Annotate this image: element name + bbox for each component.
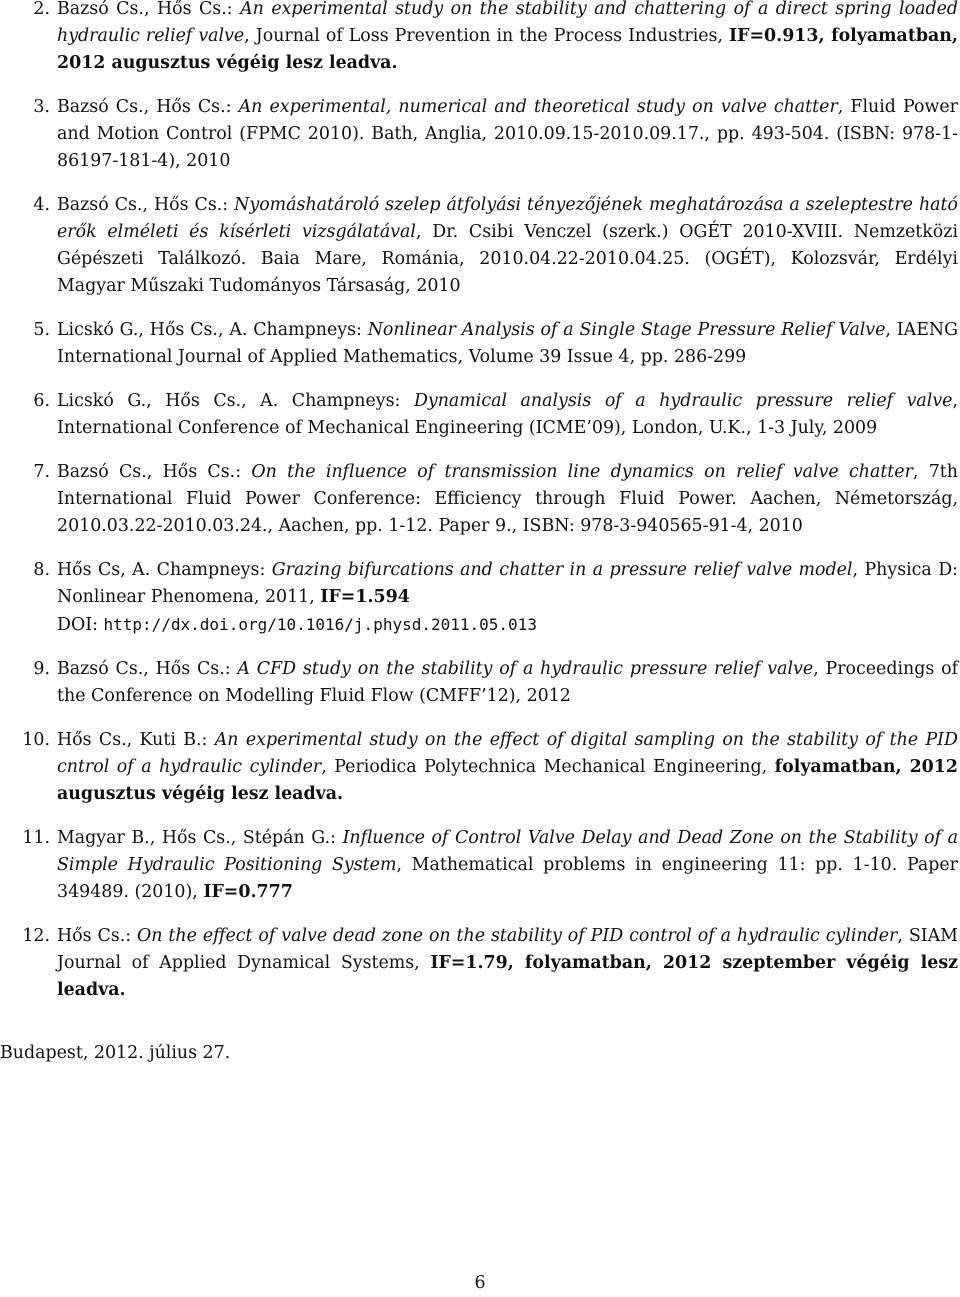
reference-item: 4. Bazsó Cs., Hős Cs.: Nyomáshatároló szelep átfolyási tényezőjének meghatározása a szeleptestre ható erők elméleti és kísérleti vizsgálatával, Dr. Csibi Venczel (szerk.) OGÉT 2010-XVIII. Nemzetközi Gépészeti Találkozó. Baia Mare, Románia, 2010.04.22-2010.04.25. (OGÉT), Kolozsvár, Erdélyi Magyar Műszaki Tudományos Társaság, 2010 <box>0 192 958 300</box>
reference-item: 7. Bazsó Cs., Hős Cs.: On the influence of transmission line dynamics on relief valve chatter, 7th International Fluid Power Conference: Efficiency through Fluid Power. Aachen, Németország, 2010.03.22-2010.03.24., Aachen, pp. 1-12. Paper 9., ISBN: 978-3-940565-91-4, 2010 <box>0 459 958 540</box>
reference-item: 8. Hős Cs, A. Champneys: Grazing bifurcations and chatter in a pressure relief valve model, Physica D: Nonlinear Phenomena, 2011, IF=1.594 DOI: http://dx.doi.org/10.1016/j.physd.2011.05.013 <box>0 557 958 639</box>
reference-number: 5. <box>33 320 50 340</box>
reference-number: 2. <box>33 0 50 19</box>
reference-authors: Magyar B., Hős Cs., Stépán G. <box>57 828 331 848</box>
doi-label: DOI: <box>57 615 104 635</box>
reference-venue: Dr. Csibi Venczel (szerk.) OGÉT 2010-XVIII. Nemzetközi Gépészeti Találkozó. Baia Mare, Románia, 2010.04.22-2010.04.25. (OGÉT), Kolozsvár, Erdélyi Magyar Műszaki Tudományos Társaság, 2010 <box>57 222 959 296</box>
reference-number: 4. <box>33 195 50 215</box>
reference-number: 12. <box>22 926 50 946</box>
reference-item: 5. Licskó G., Hős Cs., A. Champneys: Nonlinear Analysis of a Single Stage Pressure Relief Valve, IAENG International Journal of Applied Mathematics, Volume 39 Issue 4, pp. 286-299 <box>0 317 958 371</box>
reference-item: 10. Hős Cs., Kuti B.: An experimental study on the effect of digital sampling on the stability of the PID cntrol of a hydraulic cylinder, Periodica Polytechnica Mechanical Engineering, folyamatban, 2012 augusztus végéig lesz leadva. <box>0 727 958 808</box>
reference-venue: International Conference of Mechanical Engineering (ICME’09), London, U.K., 1-3 July, 2009 <box>57 418 878 438</box>
reference-item: 9. Bazsó Cs., Hős Cs.: A CFD study on the stability of a hydraulic pressure relief valve, Proceedings of the Conference on Modelling Fluid Flow (CMFF’12), 2012 <box>0 656 958 710</box>
reference-venue: Physica D: Nonlinear Phenomena, 2011, <box>57 560 959 607</box>
reference-title: A CFD study on the stability of a hydraulic pressure relief valve <box>237 659 814 679</box>
reference-authors: Licskó G., Hős Cs., A. Champneys <box>57 391 395 411</box>
reference-status: folyamatban, 2012 augusztus végéig lesz leadva. <box>57 757 958 804</box>
reference-status: IF=0.913, folyamatban, 2012 augusztus végéig lesz leadva. <box>57 26 958 73</box>
reference-title: An experimental study on the effect of digital sampling on the stability of the PID cntrol of a hydraulic cylinder <box>57 730 958 777</box>
reference-item: 6. Licskó G., Hős Cs., A. Champneys: Dynamical analysis of a hydraulic pressure relief valve, International Conference of Mechanical Engineering (ICME’09), London, U.K., 1-3 July, 2009 <box>0 388 958 442</box>
reference-venue: Fluid Power and Motion Control (FPMC 2010). Bath, Anglia, 2010.09.15-2010.09.17., pp. 493-504. (ISBN: 978-1-86197-181-4), 2010 <box>57 97 958 171</box>
reference-title: An experimental study on the stability and chattering of a direct spring loaded hydraulic relief valve <box>57 0 958 46</box>
reference-number: 10. <box>22 730 50 750</box>
reference-title: On the effect of valve dead zone on the stability of PID control of a hydraulic cylinder <box>137 926 898 946</box>
reference-venue: 7th International Fluid Power Conference: Efficiency through Fluid Power. Aachen, Németország, 2010.03.22-2010.03.24., Aachen, pp. 1-12. Paper 9., ISBN: 978-3-940565-91-4, 2010 <box>57 462 958 536</box>
reference-impact-factor: IF=1.594 <box>320 587 410 607</box>
reference-title: On the influence of transmission line dynamics on relief valve chatter <box>251 462 913 482</box>
reference-venue: IAENG International Journal of Applied Mathematics, Volume 39 Issue 4, pp. 286-299 <box>57 320 958 367</box>
reference-authors: Bazsó Cs., Hős Cs. <box>57 195 223 215</box>
reference-authors: Bazsó Cs., Hős Cs. <box>57 97 226 117</box>
reference-number: 9. <box>33 659 50 679</box>
reference-authors: Hős Cs. <box>57 926 126 946</box>
reference-title: Dynamical analysis of a hydraulic pressure relief valve <box>413 391 953 411</box>
page-number: 6 <box>474 1273 486 1293</box>
reference-venue: SIAM Journal of Applied Dynamical Systems, <box>57 926 958 973</box>
reference-title: Nonlinear Analysis of a Single Stage Pressure Relief Valve <box>367 320 886 340</box>
reference-title: Influence of Control Valve Delay and Dead Zone on the Stability of a Simple Hydraulic Positioning System <box>57 828 958 875</box>
reference-title: Nyomáshatároló szelep átfolyási tényezőjének meghatározása a szeleptestre ható erők elméleti és kísérleti vizsgálatával <box>57 195 958 242</box>
reference-authors: Bazsó Cs., Hős Cs. <box>57 659 225 679</box>
reference-item: 12. Hős Cs.: On the effect of valve dead zone on the stability of PID control of a hydraulic cylinder, SIAM Journal of Applied Dynamical Systems, IF=1.79, folyamatban, 2012 szeptember végéig lesz leadva. <box>0 923 958 1004</box>
reference-title: An experimental, numerical and theoretical study on valve chatter <box>238 97 838 117</box>
reference-item: 11. Magyar B., Hős Cs., Stépán G.: Influence of Control Valve Delay and Dead Zone on the Stability of a Simple Hydraulic Positioning System, Mathematical problems in engineering 11: pp. 1-10. Paper 349489. (2010), IF=0.777 <box>0 825 958 906</box>
reference-item: 3. Bazsó Cs., Hős Cs.: An experimental, numerical and theoretical study on valve chatter, Fluid Power and Motion Control (FPMC 2010). Bath, Anglia, 2010.09.15-2010.09.17., pp. 493-504. (ISBN: 978-1-86197-181-4), 2010 <box>0 94 958 175</box>
reference-title: Grazing bifurcations and chatter in a pressure relief valve model <box>271 560 853 580</box>
reference-number: 3. <box>33 97 50 117</box>
reference-authors: Bazsó Cs., Hős Cs. <box>57 462 236 482</box>
reference-number: 6. <box>33 391 50 411</box>
reference-item: 2. Bazsó Cs., Hős Cs.: An experimental study on the stability and chattering of a direct spring loaded hydraulic relief valve, Journal of Loss Prevention in the Process Industries, IF=0.913, folyamatban, 2012 augusztus végéig lesz leadva. <box>0 0 958 77</box>
reference-number: 11. <box>22 828 50 848</box>
reference-status: IF=1.79, folyamatban, 2012 szeptember végéig lesz leadva. <box>57 953 958 1000</box>
reference-authors: Licskó G., Hős Cs., A. Champneys <box>57 320 356 340</box>
closing-place-date: Budapest, 2012. július 27. <box>0 1043 231 1063</box>
reference-authors: Hős Cs, A. Champneys <box>57 560 260 580</box>
reference-venue: Mathematical problems in engineering 11: pp. 1-10. Paper 349489. (2010), <box>57 855 958 902</box>
reference-number: 7. <box>33 462 50 482</box>
reference-authors: Hős Cs., Kuti B. <box>57 730 202 750</box>
reference-impact-factor: IF=0.777 <box>203 882 293 902</box>
reference-authors: Bazsó Cs., Hős Cs. <box>57 0 227 19</box>
reference-venue: Journal of Loss Prevention in the Process Industries, <box>255 26 729 46</box>
doi-link[interactable]: http://dx.doi.org/10.1016/j.physd.2011.05.013 <box>103 615 537 634</box>
reference-number: 8. <box>33 560 50 580</box>
reference-venue: Proceedings of the Conference on Modelling Fluid Flow (CMFF’12), 2012 <box>57 659 959 706</box>
reference-venue: Periodica Polytechnica Mechanical Engineering, <box>334 757 775 777</box>
